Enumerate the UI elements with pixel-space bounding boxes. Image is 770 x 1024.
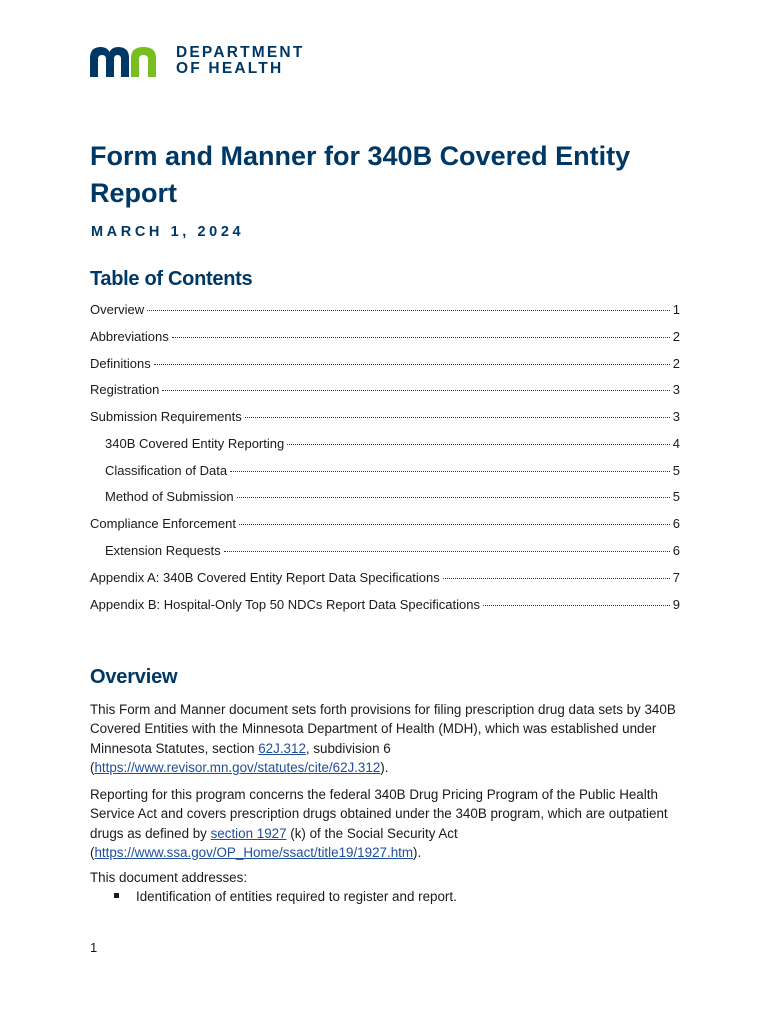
logo-line-2: OF HEALTH	[176, 60, 284, 77]
overview-p1-text: This Form and Manner document sets forth provisions for filing prescription drug data sets by 340B Covered Entities with the Minnesota Department of Health (MDH), which was established under Minnesota Statutes, section	[90, 702, 676, 756]
toc-entry-page: 1	[672, 302, 680, 317]
overview-p2-text: ).	[413, 844, 422, 860]
toc-entry-label: Abbreviations	[90, 329, 169, 344]
toc-entry-method-of-submission[interactable]	[105, 489, 680, 509]
overview-bullet-list	[114, 887, 457, 906]
toc-leader	[443, 578, 670, 579]
overview-paragraph-3: This document addresses:	[90, 870, 248, 885]
revisor-url-link[interactable]: https://www.revisor.mn.gov/statutes/cite/62J.312	[94, 759, 381, 775]
toc-leader	[287, 444, 670, 445]
toc-leader	[147, 310, 670, 311]
toc-entry-compliance-enforcement[interactable]	[90, 516, 680, 536]
toc-leader	[230, 471, 670, 472]
toc-entry-page: 6	[672, 516, 680, 531]
toc-entry-340b-reporting[interactable]	[105, 436, 680, 456]
toc-entry-page: 3	[672, 382, 680, 397]
toc-leader	[172, 337, 670, 338]
toc-entry-label: Extension Requests	[105, 543, 221, 558]
toc-leader	[239, 524, 670, 525]
toc-entry-appendix-b[interactable]	[90, 597, 680, 617]
page-number: 1	[90, 940, 98, 955]
toc-entry-page: 6	[672, 543, 680, 558]
overview-p2-text: (k) of the Social Security Act (	[90, 825, 458, 860]
toc-entry-overview[interactable]	[90, 302, 680, 322]
toc-entry-definitions[interactable]	[90, 356, 680, 376]
overview-p1-text: , subdivision 6 (	[90, 740, 391, 775]
toc-leader	[237, 497, 670, 498]
toc-entry-page: 5	[672, 463, 680, 478]
toc-leader	[162, 390, 669, 391]
square-bullet-icon	[114, 893, 119, 898]
toc-entry-page: 4	[672, 436, 680, 451]
list-item-text: Identification of entities required to register and report.	[136, 889, 457, 904]
document-date: MARCH 1, 2024	[91, 224, 245, 240]
toc-entry-label: Classification of Data	[105, 463, 228, 478]
toc-entry-page: 7	[672, 570, 680, 585]
logo-wordmark	[176, 45, 305, 77]
toc-entry-label: Appendix A: 340B Covered Entity Report Data Specifications	[90, 570, 440, 585]
overview-p1-text: ).	[380, 759, 389, 775]
logo-line-1: DEPARTMENT	[176, 44, 305, 61]
toc-entry-extension-requests[interactable]	[105, 543, 680, 563]
toc-entry-label: Submission Requirements	[90, 409, 242, 424]
mdh-logo	[90, 44, 305, 78]
toc-entry-page: 2	[672, 356, 680, 371]
toc-leader	[154, 364, 670, 365]
overview-paragraph-1	[90, 700, 690, 777]
ssa-url-link[interactable]: https://www.ssa.gov/OP_Home/ssact/title19/1927.htm	[94, 844, 414, 860]
toc-entry-label: 340B Covered Entity Reporting	[105, 436, 285, 451]
section-1927-link[interactable]: section 1927	[210, 825, 287, 841]
document-title: Form and Manner for 340B Covered Entity Report	[90, 141, 631, 208]
toc-entry-page: 3	[672, 409, 680, 424]
overview-heading: Overview	[90, 666, 178, 688]
overview-p2-text: Reporting for this program concerns the federal 340B Drug Pricing Program of the Public Health Service Act and covers prescription drugs obtained under the 340B program, which are outpatient drugs as defined by	[90, 787, 668, 841]
overview-paragraph-2	[90, 785, 690, 862]
toc-entry-label: Registration	[90, 382, 160, 397]
toc-entry-page: 5	[672, 489, 680, 504]
toc-leader	[224, 551, 670, 552]
toc-entry-label: Overview	[90, 302, 145, 317]
list-item	[114, 887, 457, 906]
toc-entry-label: Appendix B: Hospital-Only Top 50 NDCs Report Data Specifications	[90, 597, 480, 612]
toc-leader	[245, 417, 670, 418]
statute-link[interactable]: 62J.312	[258, 740, 306, 756]
toc-entry-classification-of-data[interactable]	[105, 463, 680, 483]
toc-heading: Table of Contents	[90, 268, 253, 290]
toc-entry-abbreviations[interactable]	[90, 329, 680, 349]
mn-logo-icon	[90, 44, 166, 78]
toc-entry-label: Definitions	[90, 356, 151, 371]
toc-entry-appendix-a[interactable]	[90, 570, 680, 590]
toc-entry-submission-requirements[interactable]	[90, 409, 680, 429]
toc-leader	[483, 605, 670, 606]
toc-entry-page: 2	[672, 329, 680, 344]
toc-entry-label: Method of Submission	[105, 489, 234, 504]
toc-entry-page: 9	[672, 597, 680, 612]
toc-entry-registration[interactable]	[90, 382, 680, 402]
toc-entry-label: Compliance Enforcement	[90, 516, 236, 531]
